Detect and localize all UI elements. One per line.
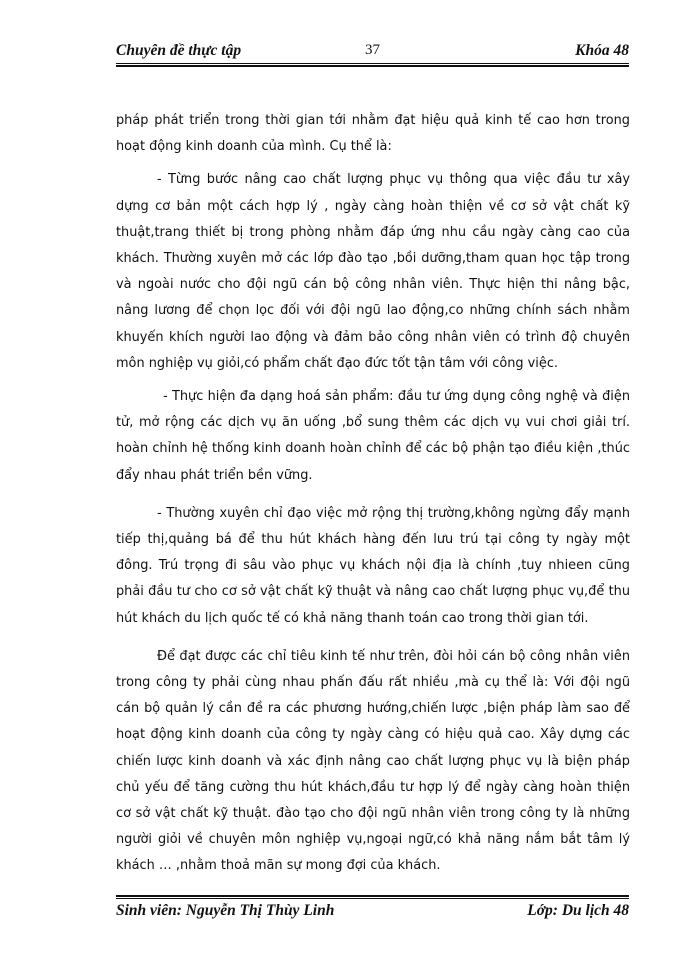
header-title: Chuyên đề thực tập	[116, 42, 242, 59]
footer-student: Sinh viên: Nguyễn Thị Thùy Linh	[116, 902, 335, 919]
paragraph-2: - Từng bước nâng cao chất lượng phục vụ thông qua việc đầu tư xây dựng cơ bản một cách hợp lý , ngày càng hoàn thiện về cơ sở vật chất kỹ thuật,trang thiết bị trong phòng nhằm đáp ứng nhu cầu ngày càng cao của khách. Thường xuyên mở các lớp đào tạo ,bồi dưỡng,tham quan học tập trong và ngoài nước cho đội ngũ cán bộ công nhân viên. Thực hiện thi nâng bậc, nâng lương để chọn lọc đối với đội ngũ lao động,co những chính sách nhằm khuyến khích người lao động và đảm bảo công nhân viên có trình độ chuyên môn nghiệp vụ giỏi,có phẩm chất đạo đức tốt tận tâm với công việc.	[116, 172, 630, 371]
header-rule	[116, 63, 629, 64]
page-number: 37	[365, 42, 380, 58]
header-rule-thick	[116, 65, 629, 67]
footer-rule-thick	[116, 895, 629, 897]
paragraph-5: Để đạt được các chỉ tiêu kinh tế như trên, đòi hỏi cán bộ công nhân viên trong công ty phải cùng nhau phấn đấu rất nhiều ,mà cụ thể là: Với đội ngũ cán bộ quản lý cần đề ra các phương hướng,chiến lược ,biện pháp làm sao để hoạt động kinh doanh của công ty ngày càng có hiệu quả cao. Xây dựng các chiến lược kinh doanh và xác định nâng cao chất lượng phục vụ là biện pháp chủ yếu để tăng cường thu hút khách,đầu tư hợp lý để ngày càng hoàn thiện cơ sở vật chất kỹ thuật. đào tạo cho đội ngũ nhân viên trong công ty là những người giỏi về chuyên môn nghiệp vụ,ngoại ngữ,có khả năng nắm bắt tâm lý khách … ,nhằm thoả mãn sự mong đợi của khách.	[116, 648, 630, 874]
page-header	[116, 40, 629, 62]
header-course: Khóa 48	[575, 42, 629, 59]
paragraph-3: - Thực hiện đa dạng hoá sản phẩm: đầu tư ứng dụng công nghệ và điện tử, mở rộng các dịch vụ ăn uống ,bổ sung thêm các dịch vụ vui chơi giải trí. hoàn chỉnh hệ thống kinh doanh hoàn chỉnh để các bộ phận tạo điều kiện ,thúc đẩy nhau phát triển bền vững.	[116, 389, 630, 483]
document-body	[116, 108, 630, 880]
paragraph-4: - Thường xuyên chỉ đạo việc mở rộng thị trường,không ngừng đẩy mạnh tiếp thị,quảng bá để thu hút khách hàng đến lưu trú tại công ty ngày một đông. Trú trọng đi sâu vào phục vụ khách nội địa là chính ,tuy nhieen cũng phải đầu tư cho cơ sở vật chất kỹ thuật và nâng cao chất lượng phục vụ,để thu hút khách du lịch quốc tế có khả năng thanh toán cao trong thời gian tới.	[116, 505, 630, 626]
page-footer	[116, 898, 629, 920]
footer-class: Lớp: Du lịch 48	[527, 902, 629, 919]
paragraph-1: pháp phát triển trong thời gian tới nhằm đạt hiệu quả kinh tế cao hơn trong hoạt động kinh doanh của mình. Cụ thể là:	[116, 113, 630, 155]
